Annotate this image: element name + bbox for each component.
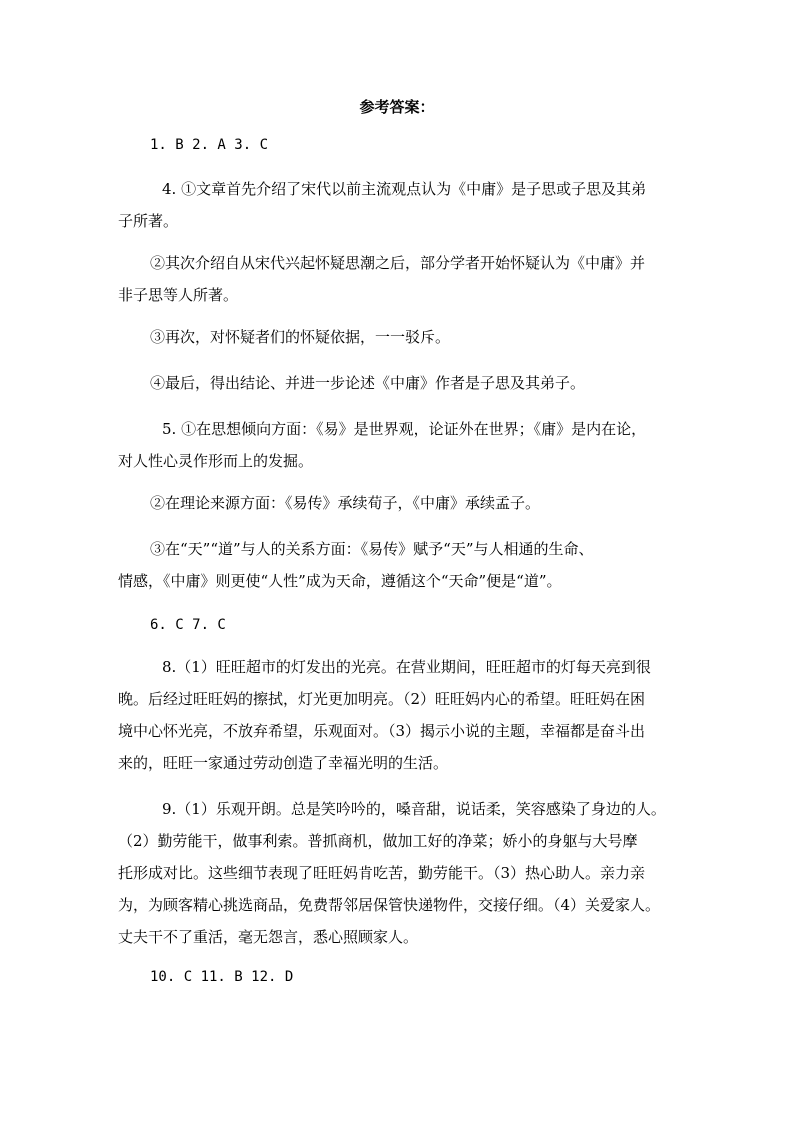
q8-line-4: 来的，旺旺一家通过劳动创造了幸福光明的生活。 xyxy=(118,754,449,772)
q4-line-1: 4. ①文章首先介绍了宋代以前主流观点认为《中庸》是子思或子思及其弟 xyxy=(162,180,647,198)
q5-line-2: 对人性心灵作形而上的发掘。 xyxy=(118,452,314,470)
answers-10-12: 10. C 11. B 12. D xyxy=(150,969,294,985)
q8-line-2: 晚。后经过旺旺妈的擦拭，灯光更加明亮。（2）旺旺妈内心的希望。旺旺妈在困 xyxy=(118,690,646,708)
page-title: 参考答案： xyxy=(359,98,435,116)
q9-line-2: （2）勤劳能干，做事利索。普抓商机，做加工好的净菜；娇小的身躯与大号摩 xyxy=(118,832,638,850)
q9-line-1: 9.（1）乐观开朗。总是笑吟吟的，嗓音甜，说话柔，笑容感染了身边的人。 xyxy=(162,800,666,818)
q4-line-2: 子所著。 xyxy=(118,212,179,230)
answers-1-3: 1. B 2. A 3. C xyxy=(150,137,269,153)
q5-line-1: 5. ①在思想倾向方面：《易》是世界观，论证外在世界；《庸》是内在论， xyxy=(162,420,647,438)
q8-line-3: 境中心怀光亮，不放弃希望，乐观面对。（3）揭示小说的主题，幸福都是奋斗出 xyxy=(118,722,646,740)
q8-line-1: 8.（1）旺旺超市的灯发出的光亮。在营业期间，旺旺超市的灯每天亮到很 xyxy=(162,658,651,676)
q5-line-5: 情感，《中庸》则更使“人性”成为天命，遵循这个“天命”便是“道”。 xyxy=(118,572,562,590)
q4-line-5: ③再次，对怀疑者们的怀疑依据，一一驳斥。 xyxy=(150,328,451,346)
answers-6-7: 6. C 7. C xyxy=(150,617,226,633)
q9-line-3: 托形成对比。这些细节表现了旺旺妈肯吃苦，勤劳能干。（3）热心助人。亲力亲 xyxy=(118,864,646,882)
q4-line-3: ②其次介绍自从宋代兴起怀疑思潮之后，部分学者开始怀疑认为《中庸》并 xyxy=(150,254,646,272)
q4-line-6: ④最后，得出结论、并进一步论述《中庸》作者是子思及其弟子。 xyxy=(150,374,586,392)
q5-line-3: ②在理论来源方面：《易传》承续荀子，《中庸》承续孟子。 xyxy=(150,494,541,512)
q9-line-4: 为，为顾客精心挑选商品，免费帮邻居保管快递物件，交接仔细。（4）关爱家人。 xyxy=(118,896,661,914)
q9-line-5: 丈夫干不了重活，毫无怨言，悉心照顾家人。 xyxy=(118,928,419,946)
q5-line-4: ③在“天”“道”与人的关系方面：《易传》赋予“天”与人相通的生命、 xyxy=(150,540,594,558)
q4-line-4: 非子思等人所著。 xyxy=(118,286,239,304)
